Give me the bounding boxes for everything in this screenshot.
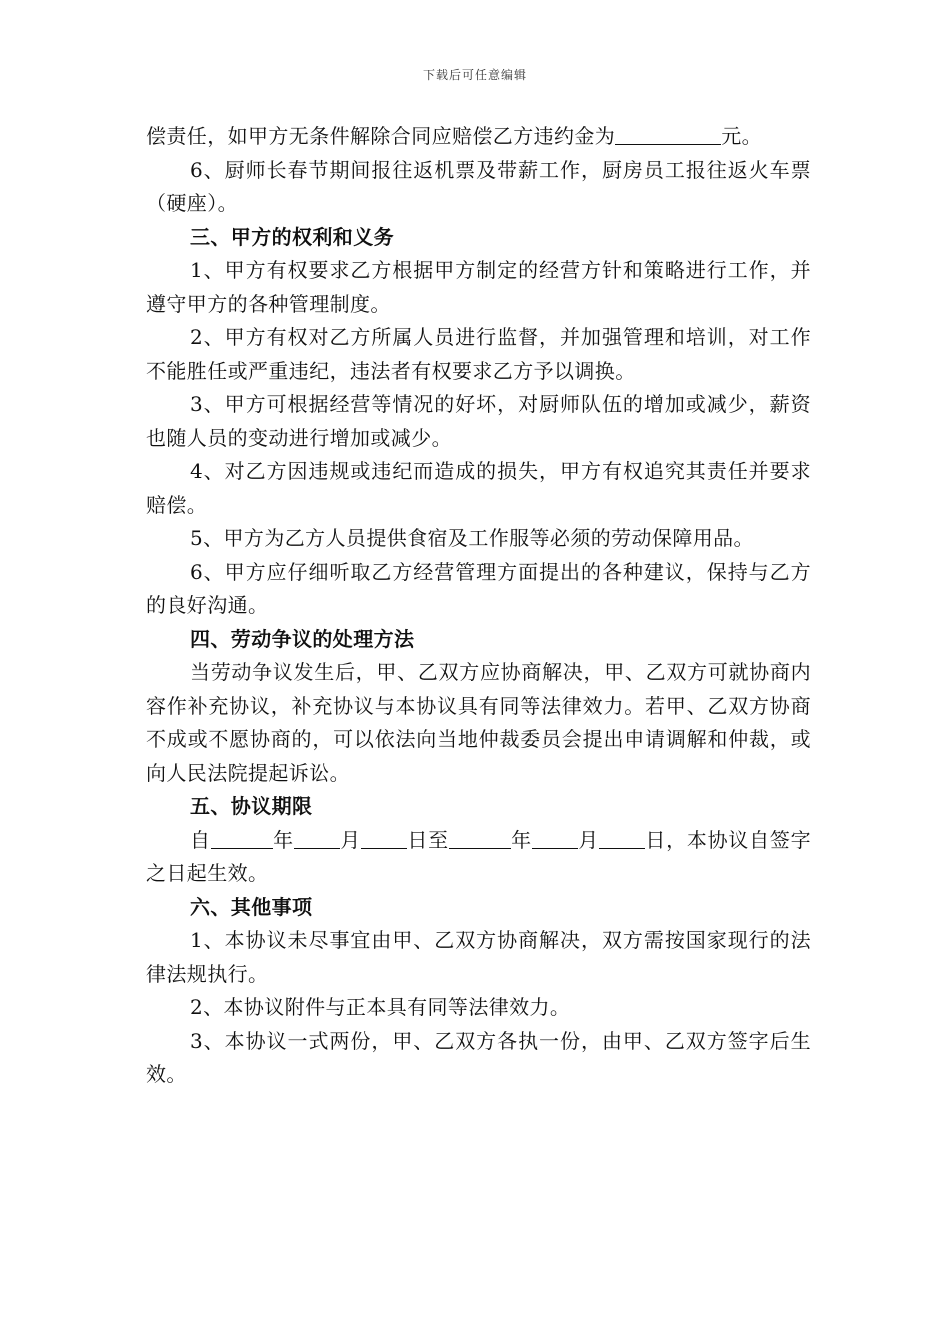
term-text-from: 自 (190, 827, 211, 852)
section-title-agreement-term: 五、协议期限 (190, 794, 313, 818)
paragraph-s3-item-3: 3、甲方可根据经营等情况的好坏，对厨师队伍的增加或减少，薪资也随人员的变动进行增加或减少。 (146, 392, 811, 450)
paragraph-agreement-term (146, 824, 811, 891)
paragraph-text: 元。 (721, 124, 763, 148)
paragraph-s3-item-1: 1、甲方有权要求乙方根据甲方制定的经营方针和策略进行工作，并遵守甲方的各种管理制度。 (146, 258, 811, 316)
paragraph-s6-item-2: 2、本协议附件与正本具有同等法律效力。 (190, 995, 571, 1019)
term-text-month: 月 (339, 827, 361, 852)
paragraph-s3-item-4: 4、对乙方因违规或违纪而造成的损失，甲方有权追究其责任并要求赔偿。 (146, 459, 811, 517)
paragraph-s3-item-5: 5、甲方为乙方人员提供食宿及工作服等必须的劳动保障用品。 (190, 526, 754, 550)
penalty-amount-blank (615, 124, 721, 145)
section-title-party-a-rights: 三、甲方的权利和义务 (190, 224, 394, 249)
start-month-blank (294, 828, 340, 849)
term-text-year: 年 (272, 827, 294, 852)
start-day-blank (361, 828, 407, 849)
paragraph-s3-item-2: 2、甲方有权对乙方所属人员进行监督，并加强管理和培训，对工作不能胜任或严重违纪，违法者有权要求乙方予以调换。 (146, 325, 811, 383)
paragraph-s4-item-1: 当劳动争议发生后，甲、乙双方应协商解决，甲、乙双方可就协商内容作补充协议，补充协议与本协议具有同等法律效力。若甲、乙双方协商不成或不愿协商的，可以依法向当地仲裁委员会提出申请调解和仲裁，或向人民法院提起诉讼。 (146, 660, 811, 785)
end-month-blank (532, 828, 578, 849)
end-day-blank (599, 828, 645, 849)
end-year-blank (449, 828, 511, 849)
paragraph-s6-item-3: 3、本协议一式两份，甲、乙双方各执一份，由甲、乙双方签字后生效。 (146, 1028, 811, 1086)
paragraph-s3-item-6: 6、甲方应仔细听取乙方经营管理方面提出的各种建议，保持与乙方的良好沟通。 (146, 559, 811, 617)
start-year-blank (211, 828, 273, 849)
document-body (146, 120, 811, 1092)
term-text-day-end: 日，本协议自签字之日起生效。 (146, 827, 812, 885)
paragraph-s6-item-1: 1、本协议未尽事宜由甲、乙双方协商解决，双方需按国家现行的法律法规执行。 (146, 928, 811, 986)
section-title-other-matters: 六、其他事项 (190, 894, 313, 919)
paragraph-compensation (146, 120, 811, 154)
section-title-labor-dispute: 四、劳动争议的处理方法 (190, 626, 415, 651)
term-text-month: 月 (577, 827, 600, 852)
paragraph-text: 偿责任，如甲方无条件解除合同应赔偿乙方违约金为 (146, 124, 616, 148)
paragraph-travel-tickets: 6、厨师长春节期间报往返机票及带薪工作，厨房员工报往返火车票（硬座）。 (146, 157, 811, 215)
page-header-note: 下载后可任意编辑 (422, 68, 527, 82)
term-text-year: 年 (510, 827, 532, 852)
term-text-day-to: 日至 (406, 827, 449, 852)
